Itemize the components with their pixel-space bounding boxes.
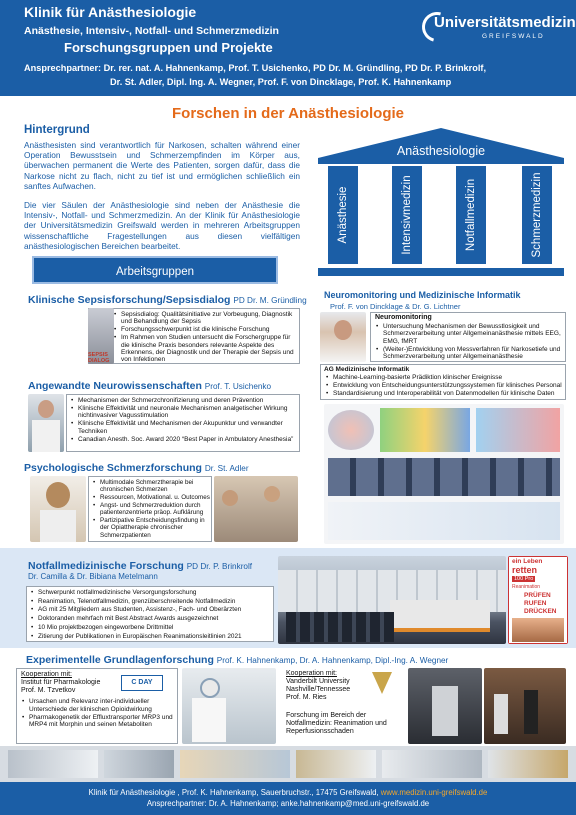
- roof-label: Anästhesiologie: [396, 144, 486, 158]
- list-item: • Standardisierung und Interoperabilität von Datenmodellen für klinische Daten: [325, 390, 563, 397]
- list-item: • Klinische Effektivität und neuronale Mechanismen analgetischer Wirkung nichtinvasiver Vagusstimulation: [70, 405, 298, 420]
- list-item: • Schwerpunkt notfallmedizinische Versorgungsforschung: [30, 589, 274, 597]
- notfall-section-title: Notfallmedizinische Forschung PD Dr. P. Brinkrolf: [28, 560, 253, 572]
- arbeitsgruppen-button[interactable]: Arbeitsgruppen: [32, 256, 278, 284]
- neuro-list: [70, 397, 298, 443]
- list-item: • Untersuchung Mechanismen der Bewusstlosigkeit und Schmerzverarbeitung unter Allgemeinanästhesie mittels EEG, EMG, fMRT: [375, 323, 563, 345]
- contact-line-2: Dr. St. Adler, Dipl. Ing. A. Wegner, Prof. F. von Dincklage, Prof. K. Hahnenkamp: [110, 77, 452, 87]
- list-item: • 10 Mio projektbezogen eingeworbene Drittmittel: [30, 624, 274, 632]
- med-informatik-box: AG Medizinische Informatik • Machine-Learning-basierte Prädiktion klinischer Ereignisse • Entwicklung von Entscheidungsunterstützungssystemen für klinisches Personal • Standardisierung und Interoperabilität von Datenmodellen für klinische Daten: [320, 364, 566, 400]
- clinic-subtitle: Anästhesie, Intensiv-, Notfall- und Schmerzmedizin: [24, 25, 279, 37]
- list-item: • (Weiter-)Entwicklung von Messverfahren für Narkosetiefe und Schmerzverarbeitung unter Allgemeinanästhesie: [375, 346, 563, 361]
- pillar-anaesthesie: Anästhesie: [328, 166, 358, 264]
- neuromonitoring-title: Neuromonitoring und Medizinische Informatik: [324, 290, 521, 300]
- list-item: • Angst- und Schmerzreduktion durch patientenzentrierte präop. Aufklärung: [92, 502, 210, 517]
- poster-heading: Forschungsgruppen und Projekte: [64, 40, 273, 55]
- grundlagen-box: Kooperation mit: Institut für Pharmakologie Prof. M. Tzvetkov C DAY • Ursachen und Relevanz inter-individueller Unterschiede der klinischen Opioidwirkung • Pharmakogenetik der Effluxtransporter MRP3 und MRP4 mit Morphin und seinen Metaboliten: [16, 668, 178, 744]
- list-item: • Canadian Anesth. Soc. Award 2020 “Best Paper in Ambulatory Anesthesia”: [70, 436, 298, 443]
- notfall-team-photo: [278, 556, 506, 644]
- neuro-section-title: Angewandte Neurowissenschaften Prof. T. Usichenko: [28, 380, 272, 392]
- reanimation-sign: ein Leben retten 100 Pro Reanimation PRÜFEN RUFEN DRÜCKEN: [508, 556, 568, 644]
- list-item: • Multimodale Schmerztherapie bei chronischen Schmerzen: [92, 479, 210, 494]
- list-item: • Partizipative Entscheidungsfindung in der Opiattherapie chronischer Schmerzpatienten: [92, 517, 210, 539]
- lab-photo-2: [408, 668, 482, 744]
- sepsis-section-title: Klinische Sepsisforschung/Sepsisdialog PD Dr. M. Gründling: [28, 294, 307, 306]
- footer-website-link[interactable]: www.medizin.uni-greifswald.de: [380, 788, 488, 797]
- hintergrund-title: Hintergrund: [24, 124, 90, 136]
- notfall-list: [30, 589, 274, 641]
- cday-logo: C DAY: [121, 675, 163, 691]
- hintergrund-paragraph-1: Anästhesisten sind verantwortlich für Narkosen, schalten während einer Operation Bewusstsein und Schmerzempfinden im Körper aus, überwachen permanent die Werte des Patienten, sorgen dafür, dass die Narkose nicht zu flach, nicht zu tief ist und ermöglichen schließlich ein sanftes Aufwachen.: [24, 140, 300, 191]
- list-item: • AG mit 25 Mitgliedern aus Studenten, Assistenz-, Fach- und Oberärzten: [30, 606, 274, 614]
- adler-photo: [30, 476, 86, 542]
- notfall-box: [26, 586, 274, 642]
- pillar-notfallmedizin: Notfallmedizin: [456, 166, 486, 264]
- neuromonitoring-list: [375, 323, 563, 361]
- list-item: • Pharmakogenetik der Effluxtransporter MRP3 und MRP4 mit Morphin und seinen Metaboliten: [21, 714, 177, 729]
- list-item: • Entwicklung von Entscheidungsunterstützungssystemen für klinisches Personal: [325, 382, 563, 389]
- footer-line-1: Klinik für Anästhesiologie , Prof. K. Hahnenkamp, Sauerbruchstr., 17475 Greifswald, www.medizin.uni-greifswald.de: [88, 788, 488, 797]
- pillar-intensivmedizin: Intensivmedizin: [392, 166, 422, 264]
- hintergrund-paragraph-2: Die vier Säulen der Anästhesiologie sind neben der Anästhesie die Intensiv-, Notfall- und Schmerzmedizin. An der Klinik für Anästhesiologie der Universitätsmedizin Greifswald werden in mehreren Arbeitsgruppen wissenschaftliche Fragestellungen aus diesen vielfältigen anästhesiologischen Bereichen bearbeitet.: [24, 200, 300, 251]
- dincklage-photo: [320, 312, 366, 362]
- main-title: Forschen in der Anästhesiologie: [172, 105, 404, 122]
- psycho-section-title: Psychologische Schmerzforschung Dr. St. Adler: [24, 462, 249, 474]
- clinic-title: Klinik für Anästhesiologie: [24, 4, 197, 20]
- brain-imaging-figures: [324, 404, 564, 544]
- lab-photo-1: [182, 668, 276, 744]
- temple-base: [318, 268, 564, 276]
- lab-photo-3: [484, 668, 566, 744]
- list-item: • Klinische Effektivität und Mechanismen der Akupunktur und verwandter Techniken: [70, 420, 298, 435]
- pillars-diagram: [318, 128, 564, 276]
- pillar-schmerzmedizin: Schmerzmedizin: [522, 166, 552, 264]
- list-item: • Ursachen und Relevanz inter-individueller Unterschiede der klinischen Opioidwirkung: [21, 698, 177, 713]
- list-item: • Reanimation, Telenotfallmedizin, grenzüberschreitende Notfallmedizin: [30, 598, 274, 606]
- neuro-box: [66, 394, 300, 452]
- grundlagen-list: [21, 698, 177, 729]
- grundlagen-section-title: Experimentelle Grundlagenforschung Prof. K. Hahnenkamp, Dr. A. Hahnenkamp, Dipl.-Ing. A. Wegner: [26, 654, 449, 666]
- sepsis-list: [113, 311, 299, 364]
- neuromonitoring-who: Prof. F. von Dincklage & Dr. G. Lichtner: [330, 302, 461, 311]
- usichenko-photo: [28, 394, 64, 452]
- list-item: • Im Rahmen von Studien untersucht die Forschergruppe für die klinische Praxis besonders relevante Aspekte des Erkennens, der Diagnostik und der Therapie der Sepsis und von Infektionen: [113, 334, 299, 364]
- list-item: • Sepsisdialog: Qualitätsinitiative zur Vorbeugung, Diagnostik und Behandlung der Sepsis: [113, 311, 299, 326]
- psycho-group-photo: [214, 476, 298, 542]
- equipment-photo-strip: [0, 746, 576, 782]
- footer-line-2: Ansprechpartner: Dr. A. Hahnenkamp; anke.hahnenkamp@med.uni-greifswald.de: [146, 799, 430, 808]
- notfall-who-2: Dr. Camilla & Dr. Bibiana Metelmann: [28, 572, 158, 581]
- list-item: • Mechanismen der Schmerzchronifizierung und deren Prävention: [70, 397, 298, 404]
- university-logo: Universitätsmedizin GREIFSWALD: [422, 10, 564, 48]
- list-item: • Forschungsschwerpunkt ist die klinische Forschung: [113, 326, 299, 333]
- list-item: • Zitierung der Publikationen in Europäischen Reanimationsleitlinien 2021: [30, 633, 274, 641]
- vanderbilt-box: Kooperation mit: Vanderbilt University Nashville/Tennessee Prof. M. Ries Forschung im Bereich der Notfallmedizin: Reanimation und Reperfusionsschaden: [284, 668, 404, 744]
- header-banner: [0, 0, 576, 96]
- sepsis-dialog-logo: SEPSIS DIALOG: [88, 352, 110, 364]
- vanderbilt-logo-icon: [372, 672, 392, 694]
- psycho-box: [88, 476, 212, 542]
- list-item: • Machine-Learning-basierte Prädiktion klinischer Ereignisse: [325, 374, 563, 381]
- list-item: • Doktoranden mehrfach mit Best Abstract Awards ausgezeichnet: [30, 615, 274, 623]
- psycho-list: [92, 479, 210, 539]
- neuromonitoring-box: Neuromonitoring • Untersuchung Mechanismen der Bewusstlosigkeit und Schmerzverarbeitung unter Allgemeinanästhesie mittels EEG, EMG, fMRT • (Weiter-)Entwicklung von Messverfahren für Narkosetiefe und Schmerzverarbeitung unter Allgemeinanästhesie: [370, 312, 566, 362]
- footer: [0, 782, 576, 815]
- med-informatik-list: [325, 374, 563, 398]
- contact-line-1: Ansprechpartner: Dr. rer. nat. A. Hahnenkamp, Prof. T. Usichenko, PD Dr. M. Gründling, PD Dr. P. Brinkrolf,: [24, 63, 487, 73]
- list-item: • Ressourcen, Motivational. u. Outcomes: [92, 494, 210, 501]
